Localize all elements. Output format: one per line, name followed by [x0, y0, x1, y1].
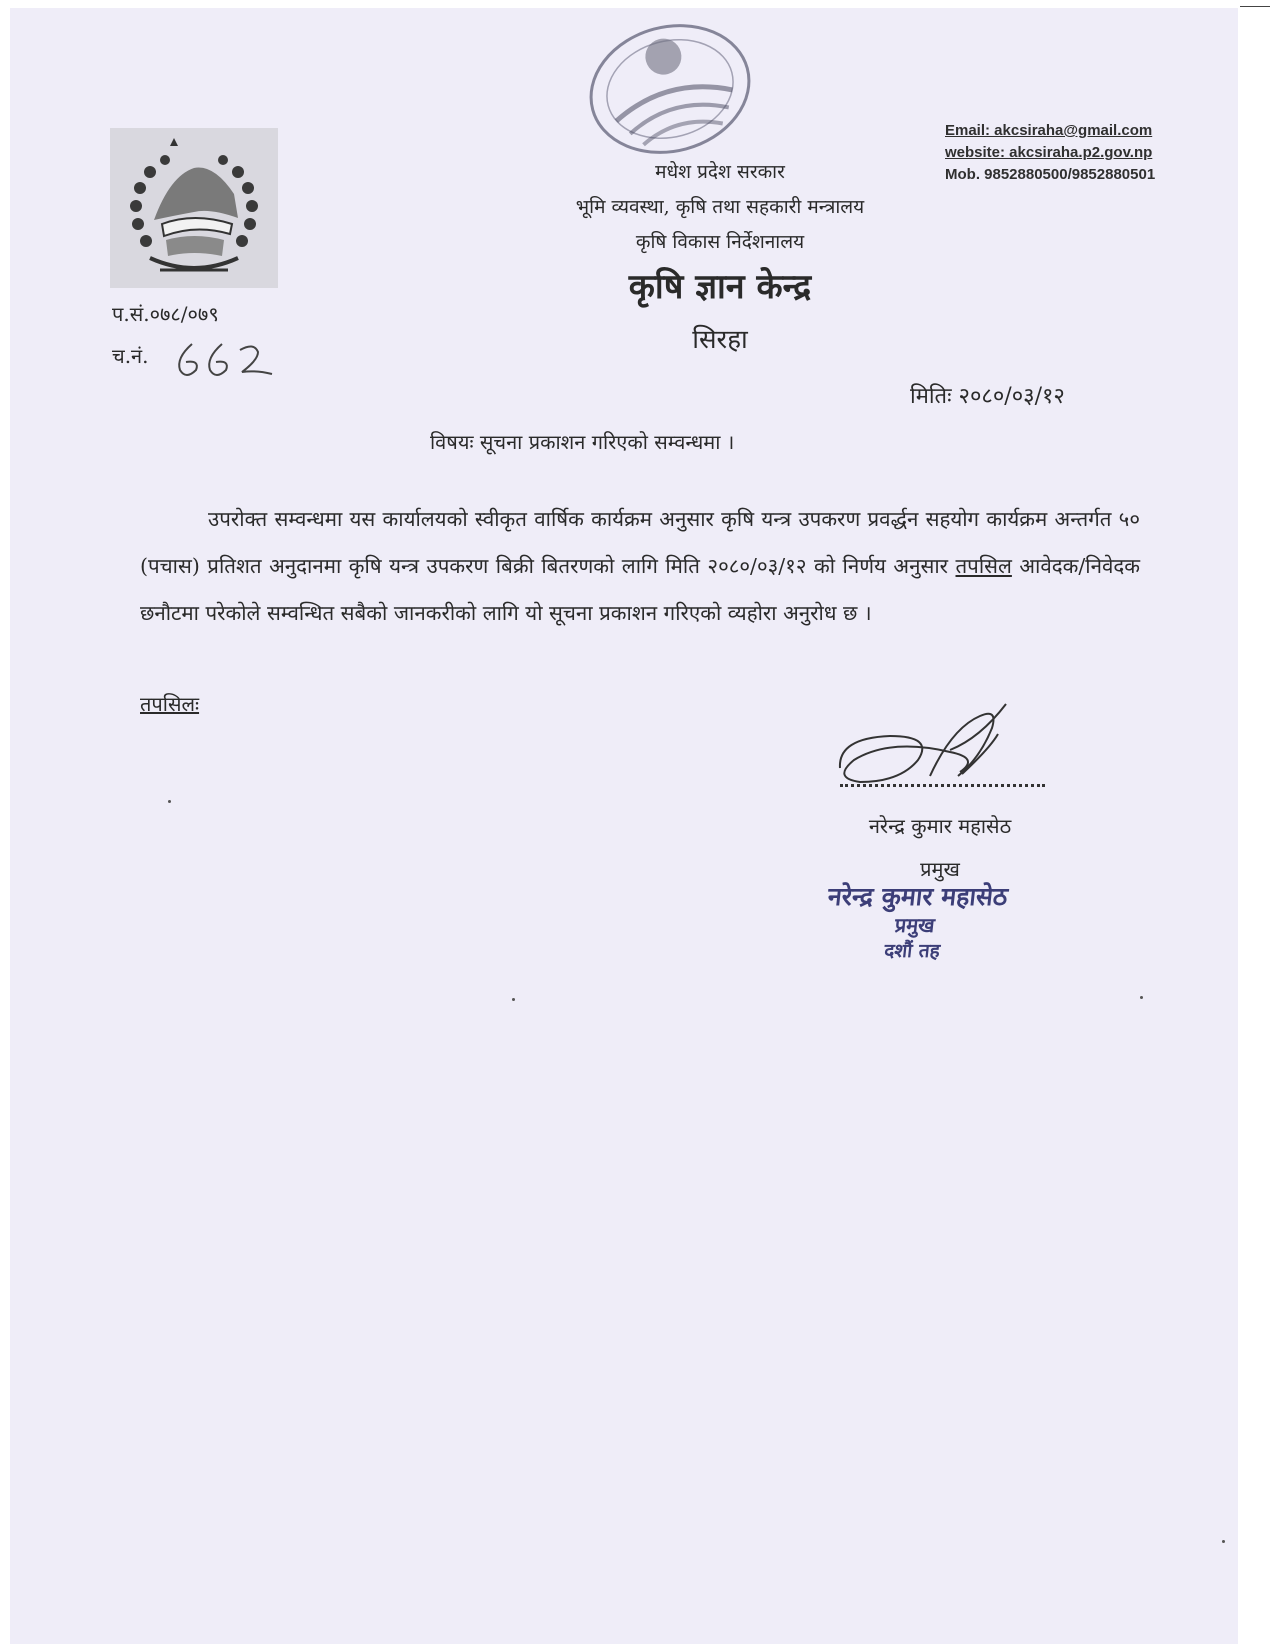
- letter-date: मितिः २०८०/०३/१२: [910, 384, 1065, 409]
- signature-line: [840, 784, 1045, 787]
- website-link[interactable]: website: akcsiraha.p2.gov.np: [945, 144, 1153, 161]
- handwritten-signature: [830, 698, 1040, 798]
- scan-speck: [168, 800, 171, 803]
- body-text-part-2: आवेदक/निवेदक छनौटमा परेकोले सम्वन्धित सबैको जानकरीको लागि यो सूचना प्रकाशन गरिएको व्यहोरा अनुरोध छ ।: [140, 554, 1140, 625]
- scan-speck: [1222, 1540, 1225, 1543]
- signatory-title: प्रमुख: [920, 857, 960, 881]
- scan-speck: [512, 998, 515, 1001]
- scan-speck: [1140, 996, 1143, 999]
- body-annex-reference: तपसिल: [955, 554, 1012, 578]
- designation-stamp: [786, 882, 1045, 964]
- office-round-seal-icon: [580, 14, 760, 164]
- handwritten-dispatch-number: [170, 336, 280, 386]
- letter-body: [140, 496, 1140, 637]
- directorate-name: कृषि विकास निर्देशनालय: [635, 231, 805, 253]
- scan-edge-mark: [1240, 6, 1270, 7]
- ministry-name: भूमि व्यवस्था, कृषि तथा सहकारी मन्त्रालय: [575, 196, 865, 218]
- stamp-name: नरेन्द्र कुमार महासेठ: [826, 882, 1010, 911]
- government-name: मधेश प्रदेश सरकार: [655, 161, 785, 183]
- signatory-name: नरेन्द्र कुमार महासेठ: [868, 814, 1012, 838]
- email-link[interactable]: Email: akcsiraha@gmail.com: [945, 122, 1153, 139]
- dispatch-number-label: च.नं.: [112, 344, 149, 368]
- mobile-number: Mob. 9852880500/9852880501: [945, 166, 1156, 183]
- letter-subject: विषयः सूचना प्रकाशन गरिएको सम्वन्धमा ।: [430, 430, 735, 454]
- nepal-emblem-icon: [110, 128, 278, 288]
- office-name: कृषि ज्ञान केन्द्र: [628, 267, 812, 307]
- annex-heading: तपसिलः: [140, 692, 200, 716]
- reference-number: प.सं.०७८/०७९: [112, 302, 219, 326]
- body-text-part-1: उपरोक्त सम्वन्धमा यस कार्यालयको स्वीकृत वार्षिक कार्यक्रम अनुसार कृषि यन्त्र उपकरण प्रवर्द्धन सहयोग कार्यक्रम अन्तर्गत ५० (पचास) प्रतिशत अनुदानमा कृषि यन्त्र उपकरण बिक्री बितरणको लागि मिति २०८०/०३/१२ को निर्णय अनुसार: [140, 507, 1140, 578]
- district-name: सिरहा: [692, 325, 748, 355]
- stamp-rank: दशौं तह: [883, 940, 941, 962]
- contact-block: [945, 120, 1155, 186]
- stamp-title: प्रमुख: [893, 913, 936, 937]
